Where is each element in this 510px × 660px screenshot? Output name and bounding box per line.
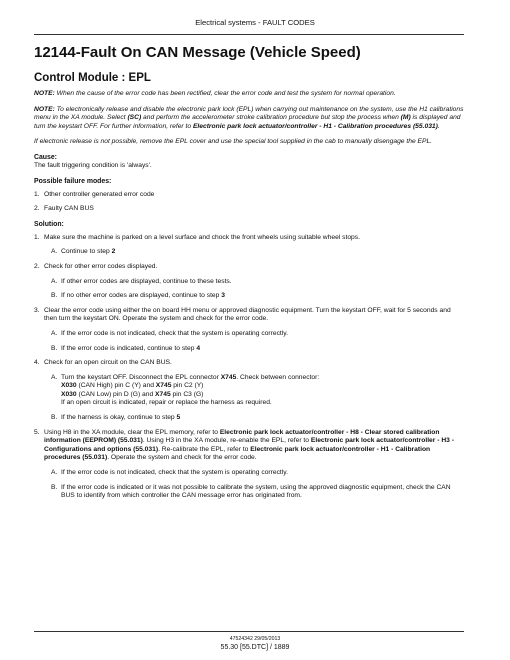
- solution-step-1: 1. Make sure the machine is parked on a level surface and chock the front wheels using suitable wheel stops.: [34, 233, 360, 241]
- header-divider: [34, 34, 464, 35]
- footer-page-number: 55.30 [55.DTC] / 1889: [220, 644, 290, 651]
- connector-check-high: X030 (CAN High) pin C (Y) and X745 pin C2 (Y): [61, 382, 204, 390]
- solution-step-5-b: B. If the error code is indicated or it was not possible to calibrate the system, using the approved diagnostic equipment, check the CAN BUS to identify from which controller the CAN message error has originated from.: [51, 483, 451, 500]
- solution-label: Solution:: [34, 220, 64, 228]
- cause-label: Cause:: [34, 153, 57, 161]
- fault-title: 12144-Fault On CAN Message (Vehicle Speed): [34, 44, 361, 61]
- cause-text: The fault triggering condition is 'always'.: [34, 161, 152, 169]
- document-body: [34, 44, 464, 507]
- xref-link[interactable]: Electronic park lock actuator/controller - H1 - Calibration procedures (55.031): [192, 122, 438, 130]
- solution-step-1-a: A. Continue to step 2: [51, 248, 116, 256]
- solution-step-4: 4. Check for an open circuit on the CAN BUS.: [34, 359, 172, 367]
- list-item: 2. Faulty CAN BUS: [34, 205, 94, 213]
- solution-step-2-a: A. If other error codes are displayed, continue to these tests.: [51, 277, 232, 285]
- footer-divider: [34, 631, 464, 632]
- solution-step-2-b: B. If no other error codes are displayed, continue to step 3: [51, 292, 225, 300]
- solution-step-3: 3. Clear the error code using either the on board HH menu or approved diagnostic equipment. Turn the keystart OFF, wait for 5 seconds and then turn the keystart ON. Operate the system and check for the error code.: [34, 306, 451, 323]
- solution-step-5-a: A. If the error code is not indicated, check that the system is operating correctly.: [51, 469, 288, 477]
- solution-step-4-a: A. Turn the keystart OFF. Disconnect the EPL connector X745. Check between connector:: [51, 373, 320, 381]
- control-module-heading: Control Module : EPL: [34, 72, 151, 84]
- note-clear-code: NOTE: When the cause of the error code has been rectified, clear the error code and test the system for normal operation.: [34, 90, 396, 97]
- connector-check-low: X030 (CAN Low) pin D (G) and X745 pin C3 (G): [61, 390, 204, 398]
- solution-step-3-a: A. If the error code is not indicated, check that the system is operating correctly.: [51, 329, 288, 337]
- failure-modes-label: Possible failure modes:: [34, 177, 112, 185]
- xref-link[interactable]: Electronic park lock actuator/controller - H8 - Clear stored calibration information (EEPROM) (55.031): [44, 428, 440, 445]
- footer-doc-id: 47524342 29/05/2013: [229, 636, 281, 642]
- page-header: Electrical systems - FAULT CODES: [195, 18, 315, 27]
- list-item: 1. Other controller generated error code: [34, 190, 155, 198]
- xref-link[interactable]: Electronic park lock actuator/controller - H1 - Calibration procedures (55.031): [44, 445, 431, 462]
- solution-step-4-b: B. If the harness is okay, continue to step 5: [51, 414, 181, 422]
- xref-link[interactable]: Electronic park lock actuator/controller - H3 - Configurations and options (55.031): [44, 437, 454, 453]
- note-epl-release: NOTE: To electronically release and disable the electronic park lock (EPL) when carrying out maintenance on the system, use the H1 calibrations menu in the XA module. Select (SC) and perform the accelerometer stroke calibration procedure but stop the process when (M) is displayed and turn the keystart OFF. For further information, refer to Electronic park lock actuator/controller - H1 - Calibration procedures (55.031).: [34, 105, 464, 130]
- connector-check-note: If an open circuit is indicated, repair or replace the harness as required.: [61, 399, 272, 407]
- note-manual-release: If electronic release is not possible, remove the EPL cover and use the special tool supplied in the cab to manually disengage the EPL.: [34, 138, 433, 146]
- solution-step-2: 2. Check for other error codes displayed.: [34, 262, 158, 270]
- solution-step-3-b: B. If the error code is indicated, continue to step 4: [51, 344, 201, 352]
- solution-step-5: 5. Using H8 in the XA module, clear the EPL memory, refer to Electronic park lock actuator/controller - H8 - Clear stored calibration information (EEPROM) (55.031). Using H3 in the XA module, re-enable the EPL, refer to Electronic park lock actuator/controller - H3 - Configurations and options (55.031). Re-calibrate the EPL, refer to Electronic park lock actuator/controller - H1 - Calibration procedures (55.031). Operate the system and check for the error code.: [34, 428, 454, 462]
